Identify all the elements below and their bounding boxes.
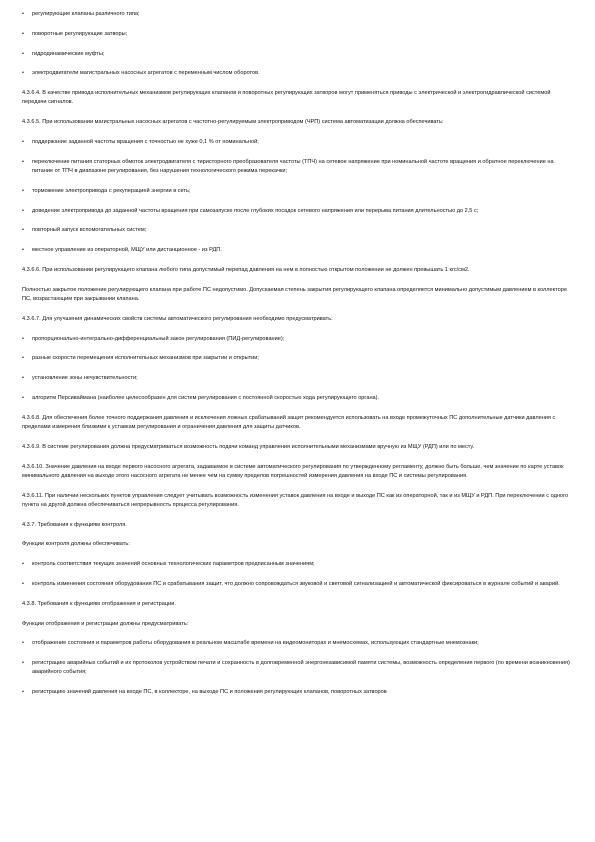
bullet-dot: •	[22, 227, 24, 234]
bullet-dot: •	[22, 247, 24, 254]
bullet-item	[22, 226, 574, 235]
bullet-dot: •	[22, 138, 24, 145]
paragraph: Полностью закрытое положение регулирующего клапана при работе ПС недопустимо. Допускаемая степень закрытия регулирующего клапана определяется минимально допустимым давлением в коллекторе ПС, возрастающим при закрывании клапана.	[22, 286, 567, 302]
bullet-dot: •	[22, 335, 24, 342]
paragraph-text: гидродинамические муфты;	[32, 50, 105, 57]
paragraph-text: регистрацию значений давления на входе ПС, в коллекторе, на выходе ПС и положения регулирующих клапанов, поворотных затворов	[32, 689, 387, 696]
paragraph: 4.3.6.8. Для обеспечения более точного поддержания давления и исключения ложных срабатываний защит рекомендуется использовать на входе промежуточных ПС дополнительные датчики давления с пределами измерения близкими к уставкам регулирования и ограничения давления для защиты датчиков.	[22, 414, 556, 430]
paragraph-text: установление зоны нечувствительности;	[32, 375, 138, 382]
paragraph: 4.3.6.5. При использовании магистральных насосных агрегатов с частотно-регулируемым электроприводом (ЧРП) система автоматизации должна обеспечивать:	[22, 119, 444, 126]
paragraph: 4.3.6.7. Для улучшения динамических свойств системы автоматического регулирования необходимо предусматривать:	[22, 315, 333, 322]
paragraph-text: поворотные регулирующие затворы;	[32, 30, 128, 37]
bullet-dot: •	[22, 207, 24, 214]
section-heading: 4.3.7. Требования к функциям контроля.	[22, 521, 127, 528]
bullet-dot: •	[22, 30, 24, 37]
paragraph-text: поддержание заданной частоты вращения с точностью не хуже 0,1 % от номинальной;	[32, 138, 259, 145]
bullet-dot: •	[22, 660, 24, 667]
paragraph: 4.3.6.4. В качестве привода исполнительных механизмов регулирующих клапанов и поворотных регулирующих затворов могут применяться приводы с электрической и электрогидравлической системой передачи сигналов.	[22, 90, 551, 106]
bullet-item	[22, 69, 574, 78]
paragraph: Функции отображения и регистрации должны предусматривать:	[22, 620, 189, 627]
bullet-item	[22, 354, 574, 363]
bullet-item	[22, 659, 574, 677]
bullet-dot: •	[22, 375, 24, 382]
paragraph: 4.3.6.11. При наличии нескольких пунктов управления следует учитывать возможность изменения уставок давления на входе и выходе ПС как из операторной, так и из МЩУ и РДП. При переключении с одного пункта на другой должна обеспечиваться непрерывность процесса регулирования.	[22, 492, 569, 508]
bullet-item	[22, 50, 574, 59]
paragraph-text: отображение состояния и параметров работы оборудования в реальном масштабе времени на видеомониторах и мнемосхемах, использующих стандартные мнемознаки;	[32, 640, 479, 647]
bullet-dot: •	[22, 580, 24, 587]
paragraph-text: алгоритм Персиваймана (наиболее целесообразен для систем регулирования с постоянной скоростью хода регулирующего органа).	[32, 394, 380, 401]
document-page	[22, 10, 574, 708]
bullet-item	[22, 246, 574, 255]
paragraph-text: контроль соответствия текущих значений основных технологических параметров предписанным значениям;	[32, 561, 315, 568]
paragraph-text: регистрацию аварийных событий и их протоколов устройством печати и сохранность в долговременной энергонезависимой памяти системы, возможность определения первого (по времени возникновения) аварийного события;	[32, 660, 570, 676]
paragraph: 4.3.6.10. Значение давления на входе первого насосного агрегата, задаваемое в системе автоматического регулирования по утвержденному регламенту, должно быть больше, чем значение по карте уставок минимального давления на выходе этого насосного агрегата не менее чем на сумму пределов погрешностей измерения давления на входе ПС и системы регулирования.	[22, 463, 564, 479]
bullet-item	[22, 688, 574, 697]
bullet-dot: •	[22, 355, 24, 362]
bullet-dot: •	[22, 689, 24, 696]
section-heading: 4.3.8. Требования к функциям отображения и регистрации.	[22, 600, 176, 607]
bullet-item	[22, 187, 574, 196]
bullet-dot: •	[22, 187, 24, 194]
bullet-dot: •	[22, 50, 24, 57]
bullet-item	[22, 30, 574, 39]
paragraph-text: пропорционально-интегрально-дифференциальный закон регулирования (ПИД-регулирование);	[32, 335, 285, 342]
bullet-item	[22, 10, 574, 19]
paragraph-text: местное управление из операторной, МЩУ или дистанционное - из РДП.	[32, 247, 222, 254]
bullet-item	[22, 560, 574, 569]
paragraph-text: электродвигатели магистральных насосных агрегатов с переменным числом оборотов.	[32, 70, 260, 77]
paragraph: Функции контроля должны обеспечивать:	[22, 541, 130, 548]
bullet-item	[22, 138, 574, 147]
paragraph-text: разные скорости перемещения исполнительных механизмов при закрытии и открытии;	[32, 355, 259, 362]
bullet-dot: •	[22, 394, 24, 401]
bullet-dot: •	[22, 158, 24, 165]
bullet-item	[22, 374, 574, 383]
paragraph-text: контроль изменения состояния оборудования ПС и срабатывания защит, что должно сопровождаться звуковой и световой сигнализацией и автоматической фиксироваться в журнале событий и аварий.	[32, 580, 560, 587]
paragraph-text: доведение электропривода до заданной частоты вращения при самозапуске после глубоких посадок сетевого напряжения или перерыва питания длительностью до 2,5 с;	[32, 207, 479, 214]
paragraph: 4.3.6.6. При использовании регулирующего клапана любого типа допустимый перепад давления на нем в полностью открытом положении не должен превышать 1 кгс/см2.	[22, 266, 470, 273]
bullet-dot: •	[22, 11, 24, 17]
bullet-item	[22, 207, 574, 216]
bullet-item	[22, 639, 574, 648]
paragraph-text: переключение питания статорных обмоток электродвигателя с тиристорного преобразователя частоты (ТПЧ) на сетевое напряжение при номинальной частоте вращения и обратное переключение на питание от ТПЧ в диапазоне регулирования, без нарушения технологического режима перекачки;	[32, 158, 554, 174]
bullet-item	[22, 158, 574, 176]
paragraph-text: регулирующие клапаны различного типа;	[32, 11, 140, 17]
bullet-dot: •	[22, 561, 24, 568]
bullet-item	[22, 335, 574, 344]
paragraph-text: торможение электропривода с рекуперацией энергии в сеть;	[32, 187, 191, 194]
bullet-item	[22, 580, 574, 589]
bullet-item	[22, 394, 574, 403]
paragraph: 4.3.6.9. В системе регулирования должна предусматриваться возможность подачи команд управления исполнительными механизмами вручную из МЩУ (РДП) или по месту.	[22, 443, 475, 450]
paragraph-text: повторный запуск вспомогательных систем;	[32, 227, 147, 234]
bullet-dot: •	[22, 640, 24, 647]
bullet-dot: •	[22, 70, 24, 77]
